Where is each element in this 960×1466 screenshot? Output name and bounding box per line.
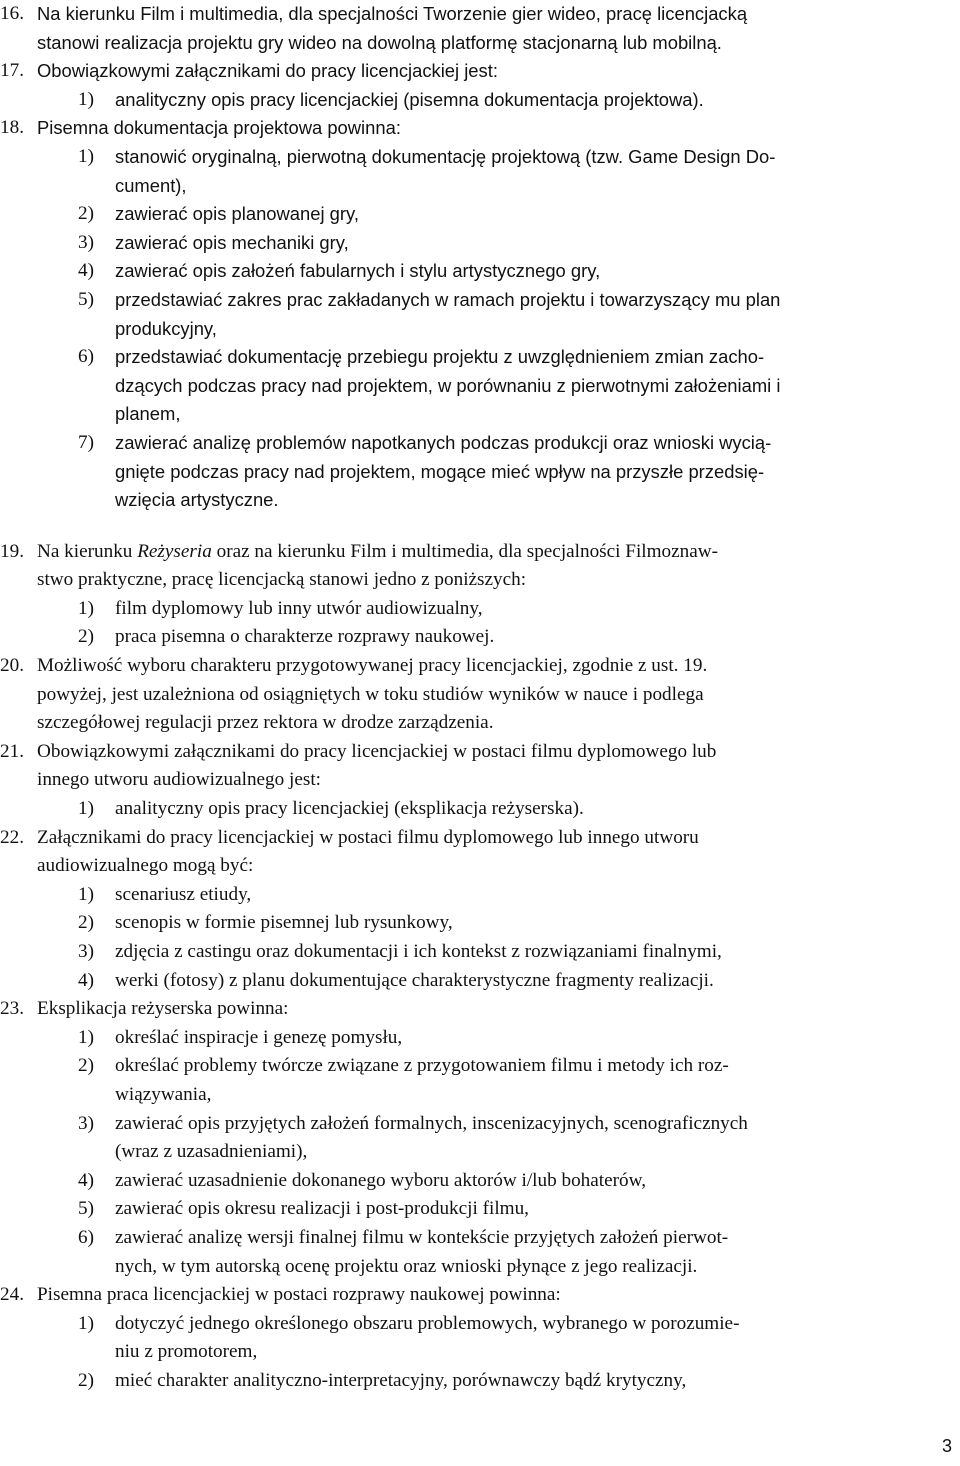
- text-line: zawierać analizę wersji finalnej filmu w kontekście przyjętych założeń pierwot-: [115, 1226, 729, 1248]
- text-line: [0, 538, 960, 567]
- list-item: [0, 257, 960, 286]
- list-item: [0, 595, 960, 624]
- point-22: [0, 824, 960, 996]
- text-line: Pisemna dokumentacja projektowa powinna:: [37, 117, 401, 139]
- list-item: [0, 909, 960, 938]
- point-number: 18.: [0, 117, 24, 139]
- text-line: dotyczyć jednego określonego obszaru problemowych, wybranego w porozumie-: [115, 1312, 740, 1334]
- page-number: 3: [941, 1436, 952, 1456]
- item-number: 5): [78, 1198, 94, 1220]
- text-line: Obowiązkowymi załącznikami do pracy licencjackiej w postaci filmu dyplomowego lub: [37, 740, 717, 762]
- text-line: zawierać opis mechaniki gry,: [115, 231, 349, 253]
- list-item: [0, 200, 960, 229]
- text-line: planem,: [115, 403, 181, 425]
- text-line: zawierać opis planowanej gry,: [115, 203, 359, 225]
- text-line: produkcyjny,: [115, 317, 217, 339]
- text-line: niu z promotorem,: [115, 1341, 258, 1363]
- list-item: [0, 343, 960, 429]
- text-line: Eksplikacja reżyserska powinna:: [37, 998, 289, 1020]
- text-line: zawierać opis okresu realizacji i post-produkcji filmu,: [115, 1198, 529, 1220]
- list-item: [0, 623, 960, 652]
- text-line: Obowiązkowymi załącznikami do pracy licencjackiej jest:: [37, 60, 498, 82]
- point-number: 23.: [0, 998, 24, 1020]
- text-line: zawierać opis przyjętych założeń formalnych, inscenizacyjnych, scenograficznych: [115, 1112, 748, 1134]
- point-number: 16.: [0, 3, 24, 24]
- text-line: scenopis w formie pisemnej lub rysunkowy,: [115, 912, 453, 934]
- list-item: [0, 143, 960, 200]
- section-gap: [0, 515, 960, 538]
- text-line: (wraz z uzasadnieniami),: [115, 1141, 308, 1163]
- item-number: 4): [78, 1169, 94, 1191]
- item-number: 1): [78, 798, 94, 820]
- item-number: 1): [78, 597, 94, 619]
- list-item: [0, 1110, 960, 1167]
- item-number: 7): [78, 431, 94, 453]
- item-number: 1): [78, 145, 94, 167]
- point-number: 20.: [0, 655, 24, 677]
- item-number: 6): [78, 346, 94, 368]
- list-item: [0, 86, 960, 115]
- item-number: 2): [78, 1055, 94, 1077]
- item-number: 1): [78, 88, 94, 110]
- text-line: zawierać opis założeń fabularnych i stylu artystycznego gry,: [115, 260, 601, 282]
- text-line: film dyplomowy lub inny utwór audiowizualny,: [115, 597, 483, 619]
- list-item: [0, 1024, 960, 1053]
- item-number: 3): [78, 941, 94, 962]
- list-item: [0, 429, 960, 515]
- list-item: [0, 286, 960, 343]
- italic-term: Reżyseria: [137, 540, 212, 562]
- item-number: 2): [78, 912, 94, 934]
- text-line: zawierać analizę problemów napotkanych podczas produkcji oraz wnioski wycią-: [115, 431, 772, 453]
- item-number: 4): [78, 969, 94, 991]
- text-line: zdjęcia z castingu oraz dokumentacji i ich kontekst z rozwiązaniami finalnymi,: [115, 941, 722, 962]
- item-number: 1): [78, 1312, 94, 1334]
- text-line: analityczny opis pracy licencjackiej (eksplikacja reżyserska).: [115, 798, 584, 820]
- text-line: wiązywania,: [115, 1083, 212, 1105]
- item-number: 3): [78, 231, 94, 253]
- text-line: dzących podczas pracy nad projektem, w porównaniu z pierwotnymi założeniami i: [115, 374, 781, 396]
- item-number: 3): [78, 1112, 94, 1134]
- list-item: [0, 967, 960, 996]
- item-number: 2): [78, 626, 94, 648]
- item-number: 1): [78, 883, 94, 905]
- list-item: [0, 1195, 960, 1224]
- list-item: [0, 1367, 960, 1396]
- point-number: 24.: [0, 1284, 24, 1306]
- item-number: 2): [78, 1369, 94, 1391]
- list-item: [0, 1310, 960, 1367]
- point-16: [0, 0, 960, 57]
- text-line: przedstawiać dokumentację przebiegu projektu z uwzględnieniem zmian zacho-: [115, 346, 765, 368]
- text-line: stanowić oryginalną, pierwotną dokumentację projektową (tzw. Game Design Do-: [115, 145, 776, 167]
- list-item: [0, 795, 960, 824]
- text-span: oraz na kierunku Film i multimedia, dla specjalności Filmoznaw-: [211, 540, 719, 562]
- text-line: zawierać uzasadnienie dokonanego wyboru aktorów i/lub bohaterów,: [115, 1169, 647, 1191]
- item-number: 2): [78, 203, 94, 225]
- text-line: cument),: [115, 174, 187, 196]
- list-item: [0, 229, 960, 258]
- text-line: audiowizualnego mogą być:: [37, 855, 254, 877]
- list-item: [0, 1224, 960, 1281]
- text-line: stanowi realizacja projektu gry wideo na dowolną platformę stacjonarną lub mobilną.: [37, 31, 722, 53]
- text-line: określać inspiracje i genezę pomysłu,: [115, 1026, 403, 1048]
- text-line: analityczny opis pracy licencjackiej (pisemna dokumentacja projektowa).: [115, 88, 704, 110]
- point-21: [0, 738, 960, 824]
- point-number: 17.: [0, 60, 24, 82]
- text-line: Załącznikami do pracy licencjackiej w postaci filmu dyplomowego lub innego utworu: [37, 826, 699, 848]
- text-line: Na kierunku Film i multimedia, dla specjalności Tworzenie gier wideo, pracę licencjacką: [37, 3, 748, 24]
- item-number: 5): [78, 288, 94, 310]
- text-line: praca pisemna o charakterze rozprawy naukowej.: [115, 626, 495, 648]
- point-20: [0, 652, 960, 738]
- text-line: nych, w tym autorską ocenę projektu oraz wnioski płynące z jego realizacji.: [115, 1255, 698, 1277]
- list-item: [0, 881, 960, 910]
- point-number: 22.: [0, 826, 24, 848]
- text-line: werki (fotosy) z planu dokumentujące charakterystyczne fragmenty realizacji.: [115, 969, 714, 991]
- text-line: innego utworu audiowizualnego jest:: [37, 769, 322, 791]
- point-24: [0, 1281, 960, 1395]
- list-item: [0, 1167, 960, 1196]
- text-line: szczegółowej regulacji przez rektora w drodze zarządzenia.: [37, 712, 494, 734]
- text-line: przedstawiać zakres prac zakładanych w ramach projektu i towarzyszący mu plan: [115, 288, 781, 310]
- point-17: [0, 57, 960, 114]
- point-18: [0, 114, 960, 514]
- list-item: [0, 1052, 960, 1109]
- text-span: Na kierunku: [37, 540, 138, 562]
- point-number: 19.: [0, 540, 24, 562]
- item-number: 4): [78, 260, 94, 282]
- text-line: gnięte podczas pracy nad projektem, mogące mieć wpływ na przyszłe przedsię-: [115, 460, 765, 482]
- text-line: powyżej, jest uzależniona od osiągniętych w toku studiów wyników w nauce i podlega: [37, 683, 704, 705]
- text-line: stwo praktyczne, pracę licencjacką stanowi jedno z poniższych:: [37, 569, 527, 591]
- point-19: [0, 538, 960, 652]
- list-item: [0, 938, 960, 967]
- text-line: wzięcia artystyczne.: [115, 489, 279, 511]
- text-line: Pisemna praca licencjackiej w postaci rozprawy naukowej powinna:: [37, 1284, 561, 1306]
- item-number: 6): [78, 1226, 94, 1248]
- point-number: 21.: [0, 740, 24, 762]
- text-line: mieć charakter analityczno-interpretacyjny, porównawczy bądź krytyczny,: [115, 1369, 687, 1391]
- text-line: określać problemy twórcze związane z przygotowaniem filmu i metody ich roz-: [115, 1055, 729, 1077]
- text-line: scenariusz etiudy,: [115, 883, 252, 905]
- text-line: Możliwość wyboru charakteru przygotowywanej pracy licencjackiej, zgodnie z ust. 19.: [37, 655, 708, 677]
- item-number: 1): [78, 1026, 94, 1048]
- point-23: [0, 995, 960, 1281]
